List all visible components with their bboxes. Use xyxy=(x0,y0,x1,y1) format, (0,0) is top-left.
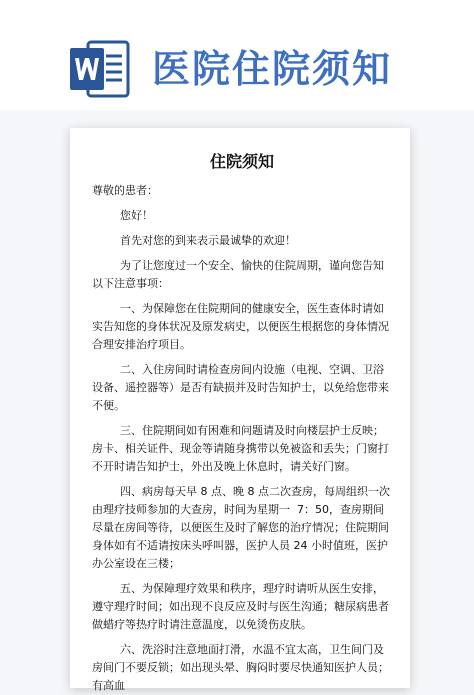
word-document-icon xyxy=(68,40,132,98)
document-title: 医院住院须知 xyxy=(152,47,393,91)
document-page xyxy=(70,128,410,692)
page-heading: 住院须知 xyxy=(209,152,274,171)
paragraph-rule-6: 六、洗浴时注意地面打滑，水温不宜太高，卫生间门及房间门不要反锁；如出现头晕、胸闷时要尽快通知医护人员；有高血 xyxy=(92,643,389,692)
paragraph-intro: 为了让您度过一个安全、愉快的住院周期，谨向您告知以下注意事项： xyxy=(92,259,384,290)
paragraph-rule-1: 一、为保障您在住院期间的健康安全，医生查体时请如实告知您的身体状况及原发病史，以便医生根据您的身体情况合理安排治疗项目。 xyxy=(92,302,389,351)
paragraph-rule-4: 四、病房每天早 8 点、晚 8 点二次查房，每周组织一次由理疗技师参加的大查房，时间为星期一 7：50，查房期间尽量在房间等待，以便医生及时了解您的治疗情况；住院期间身体如有不适请按床头呼叫器，医护人员 24 小时值班，医护办公室设在三楼； xyxy=(92,485,390,570)
paragraph-rule-3: 三、住院期间如有困难和问题请及时向楼层护士反映；房卡、相关证件、现金等请随身携带以免被盗和丢失；门窗打不开时请告知护士，外出及晚上休息时，请关好门窗。 xyxy=(92,424,389,473)
document-body xyxy=(92,150,392,695)
paragraph-greeting: 您好！ xyxy=(92,209,153,222)
paragraph-welcome: 首先对您的到来表示最诚挚的欢迎！ xyxy=(92,234,296,247)
paragraph-rule-2: 二、入住房间时请检查房间内设施（电视、空调、卫浴设备、遥控器等）是否有缺损并及时告知护士，以免给您带来不便。 xyxy=(92,363,389,412)
paragraph-rule-5: 五、为保障理疗效果和秩序，理疗时请听从医生安排，遵守理疗时间；如出现不良反应及时与医生沟通；糖尿病患者做蜡疗等热疗时请注意温度，以免烫伤皮肤。 xyxy=(92,582,389,631)
paragraph-salutation: 尊敬的患者： xyxy=(92,184,158,197)
header-banner xyxy=(0,0,474,110)
